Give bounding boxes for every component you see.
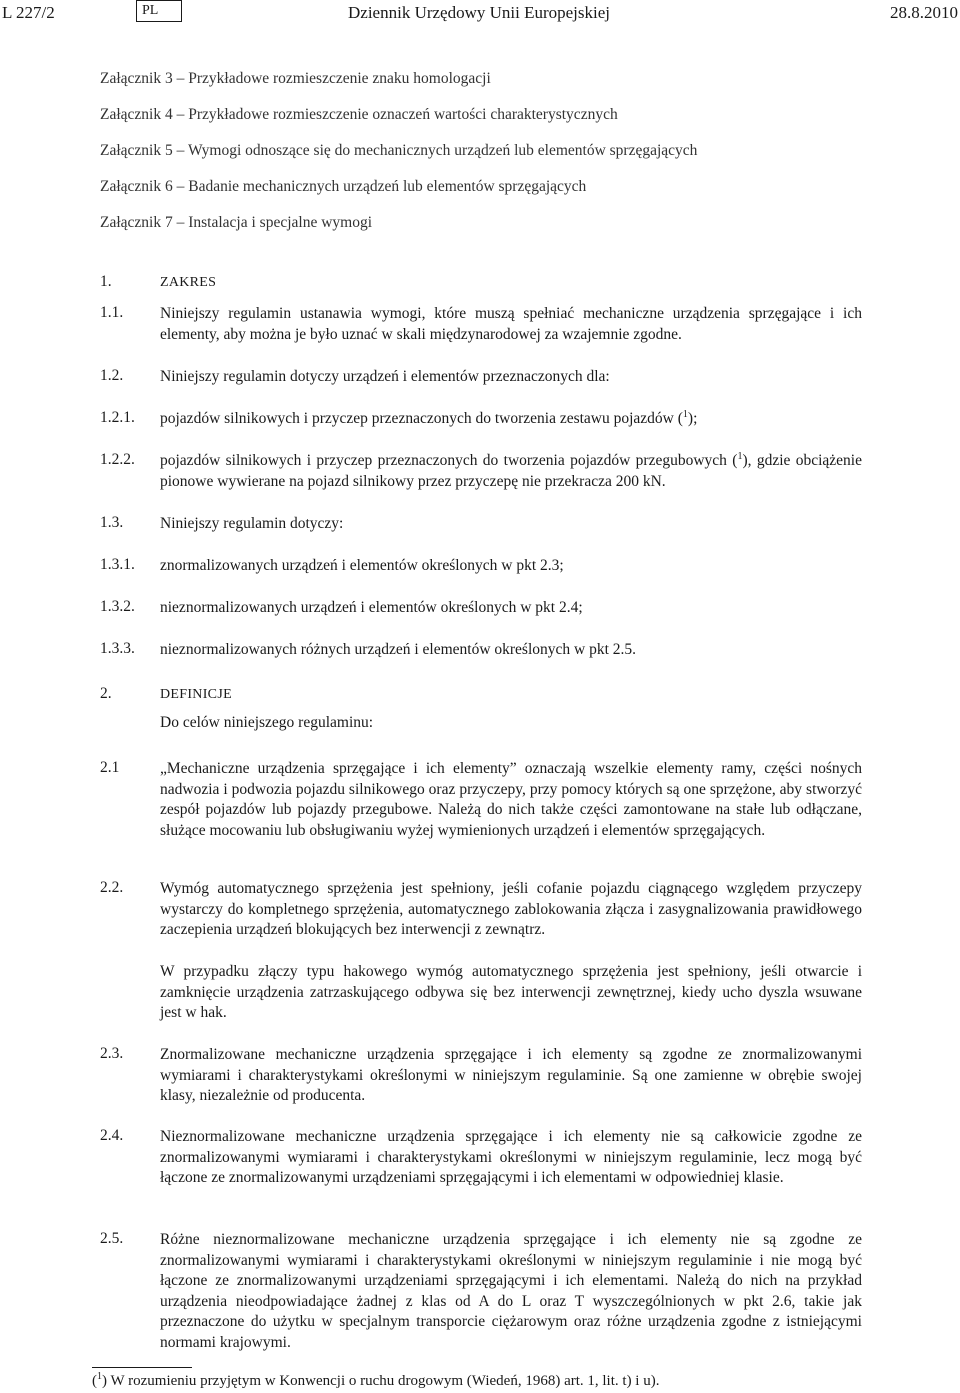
section-2-4 [100, 1127, 862, 1189]
footnote-marker: 1 [97, 1371, 102, 1382]
section-number: 1.2.2. [100, 451, 135, 468]
section-number: 2.4. [100, 1127, 124, 1144]
section-text: Niniejszy regulamin dotyczy: [160, 515, 344, 532]
section-number: 1.3.3. [100, 640, 135, 657]
section-title: ZAKRES [160, 275, 217, 290]
section-number: 1.2.1. [100, 409, 135, 426]
page-header [0, 0, 960, 30]
section-number: 1.3. [100, 514, 124, 531]
section-1-3 [100, 514, 862, 535]
section-text: Nieznormalizowane mechaniczne urządzenia sprzęgające i ich elementy nie są całkowicie zgodne ze znormalizowanymi wymiarami i charakterystykami określonymi w niniejszym regulaminie, lecz mogą być łączone ze znormalizowanymi urządzeniami sprzęgającymi i ich elementami w odpowiedniej klasie. [160, 1128, 862, 1186]
section-text: Znormalizowane mechaniczne urządzenia sprzęgające i ich elementy są zgodne ze znormalizowanymi wymiarami i charakterystykami określonymi w niniejszym regulaminie. Są one zamienne w obrębie swojej klasy, niezależnie od producenta. [160, 1046, 862, 1104]
section-2-5 [100, 1230, 862, 1353]
page-reference: L 227/2 [2, 3, 55, 22]
annex-item: Załącznik 6 – Badanie mechanicznych urządzeń lub elementów sprzęgających [100, 178, 587, 195]
section-text [160, 409, 862, 430]
annex-list [100, 68, 900, 248]
section-number: 1.2. [100, 367, 124, 384]
section-2-intro [100, 713, 862, 734]
annex-item: Załącznik 4 – Przykładowe rozmieszczenie oznaczeń wartości charakterystycznych [100, 106, 618, 123]
annex-item: Załącznik 5 – Wymogi odnoszące się do mechanicznych urządzeń lub elementów sprzęgających [100, 142, 698, 159]
section-1-1 [100, 304, 862, 345]
section-number: 2.2. [100, 879, 124, 896]
section-text: Różne nieznormalizowane mechaniczne urządzenia sprzęgające i ich elementy nie są zgodne ze znormalizowanymi wymiarami i charakterystykami określonymi w niniejszym regulaminie i nie mogą być łączone ze znormalizowanymi urządzeniami sprzęgającymi i ich elementami. Należą do nich na przykład urządzenia nieodpowiadające żadnej z klas od A do L oraz T wyszczególnionych w pkt 2.6, takie jak przeznaczone do użytku w specjalnym transporcie ciężarowym oraz różne urządzenia zgodne z istniejącymi normami krajowymi. [160, 1231, 862, 1351]
section-title: DEFINICJE [160, 687, 232, 702]
section-text: „Mechaniczne urządzenia sprzęgające i ich elementy” oznaczają wszelkie elementy ramy, części nośnych nadwozia i podwozia pojazdu silnikowego oraz przyczepy, przy pomocy których są one sprzężone, aby stworzyć zespół pojazdów lub pojazdy przegubowe. Należą do nich także części zamontowane na stałe lub odłączane, służące mocowaniu lub obsługiwaniu wyżej wymienionych urządzeń i elementów sprzęgających. [160, 760, 862, 839]
footnote [92, 1373, 659, 1390]
footnote-reference[interactable]: 1 [737, 450, 743, 462]
section-text-part: pojazdów silnikowych i przyczep przeznaczonych do tworzenia pojazdów przegubowych ( [160, 452, 738, 469]
section-text: Wymóg automatycznego sprzężenia jest spełniony, jeśli cofanie pojazdu ciągnącego względem przyczepy wystarczy do kompletnego sprzężenia, automatycznego zablokowania złącza i zasygnalizowania prawidłowego zaczepienia urządzeń blokujących bez interwencji z zewnątrz. [160, 880, 862, 938]
section-text: nieznormalizowanych różnych urządzeń i elementów określonych w pkt 2.5. [160, 641, 637, 658]
annex-item: Załącznik 3 – Przykładowe rozmieszczenie znaku homologacji [100, 70, 491, 87]
section-1-3-2 [100, 598, 862, 619]
section-1-3-1 [100, 556, 862, 577]
section-number: 1.1. [100, 304, 124, 321]
section-number: 1.3.1. [100, 556, 135, 573]
section-text: Do celów niniejszego regulaminu: [160, 714, 374, 731]
section-text: Niniejszy regulamin ustanawia wymogi, które muszą spełniać mechaniczne urządzenia sprzęgające i ich elementy, aby można je było uznać w skali międzynarodowej za wzajemnie zgodne. [160, 305, 862, 343]
section-2-heading [100, 685, 862, 706]
section-number: 1. [100, 273, 112, 290]
language-badge: PL [136, 0, 182, 22]
annex-item: Załącznik 7 – Instalacja i specjalne wymogi [100, 214, 373, 231]
section-text: W przypadku złączy typu hakowego wymóg automatycznego sprzężenia jest spełniony, jeśli otwarcie i zamknięcie urządzenia zatrzaskującego odbywa się bez interwencji zewnętrznej, kiedy ucho dyszla wsuwane jest w hak. [160, 963, 862, 1021]
section-1-2-2 [100, 451, 862, 492]
section-text [160, 451, 862, 492]
section-text: Niniejszy regulamin dotyczy urządzeń i elementów przeznaczonych dla: [160, 368, 610, 385]
section-1-heading [100, 273, 862, 294]
journal-title: Dziennik Urzędowy Unii Europejskiej [348, 3, 611, 22]
section-number: 2. [100, 685, 112, 702]
footnote-separator [92, 1367, 192, 1368]
section-2-3 [100, 1045, 862, 1107]
footnote-reference[interactable]: 1 [682, 408, 688, 420]
footnote-bracket: ( [92, 1373, 97, 1389]
publication-date: 28.8.2010 [890, 3, 958, 22]
section-2-2-paragraph-2 [100, 962, 862, 1024]
section-number: 2.1 [100, 759, 120, 776]
section-text-part: pojazdów silnikowych i przyczep przeznaczonych do tworzenia zestawu pojazdów ( [160, 410, 683, 427]
section-text: nieznormalizowanych urządzeń i elementów określonych w pkt 2.4; [160, 599, 583, 616]
section-text-part: ), gdzie obciążenie pionowe wywierane na pojazd silnikowy przez przyczepę nie przekracza 200 kN. [160, 452, 862, 490]
section-number: 1.3.2. [100, 598, 135, 615]
section-2-1 [100, 759, 862, 841]
section-number: 2.5. [100, 1230, 124, 1247]
section-1-3-3 [100, 640, 862, 661]
section-text: znormalizowanych urządzeń i elementów określonych w pkt 2.3; [160, 557, 564, 574]
footnote-text: W rozumieniu przyjętym w Konwencji o ruchu drogowym (Wiedeń, 1968) art. 1, lit. t) i u). [110, 1373, 660, 1389]
section-1-2 [100, 367, 862, 388]
section-number: 2.3. [100, 1045, 124, 1062]
footnote-bracket: ) [102, 1373, 107, 1389]
section-text-part: ); [687, 410, 698, 427]
section-1-2-1 [100, 409, 862, 430]
section-2-2 [100, 879, 862, 941]
